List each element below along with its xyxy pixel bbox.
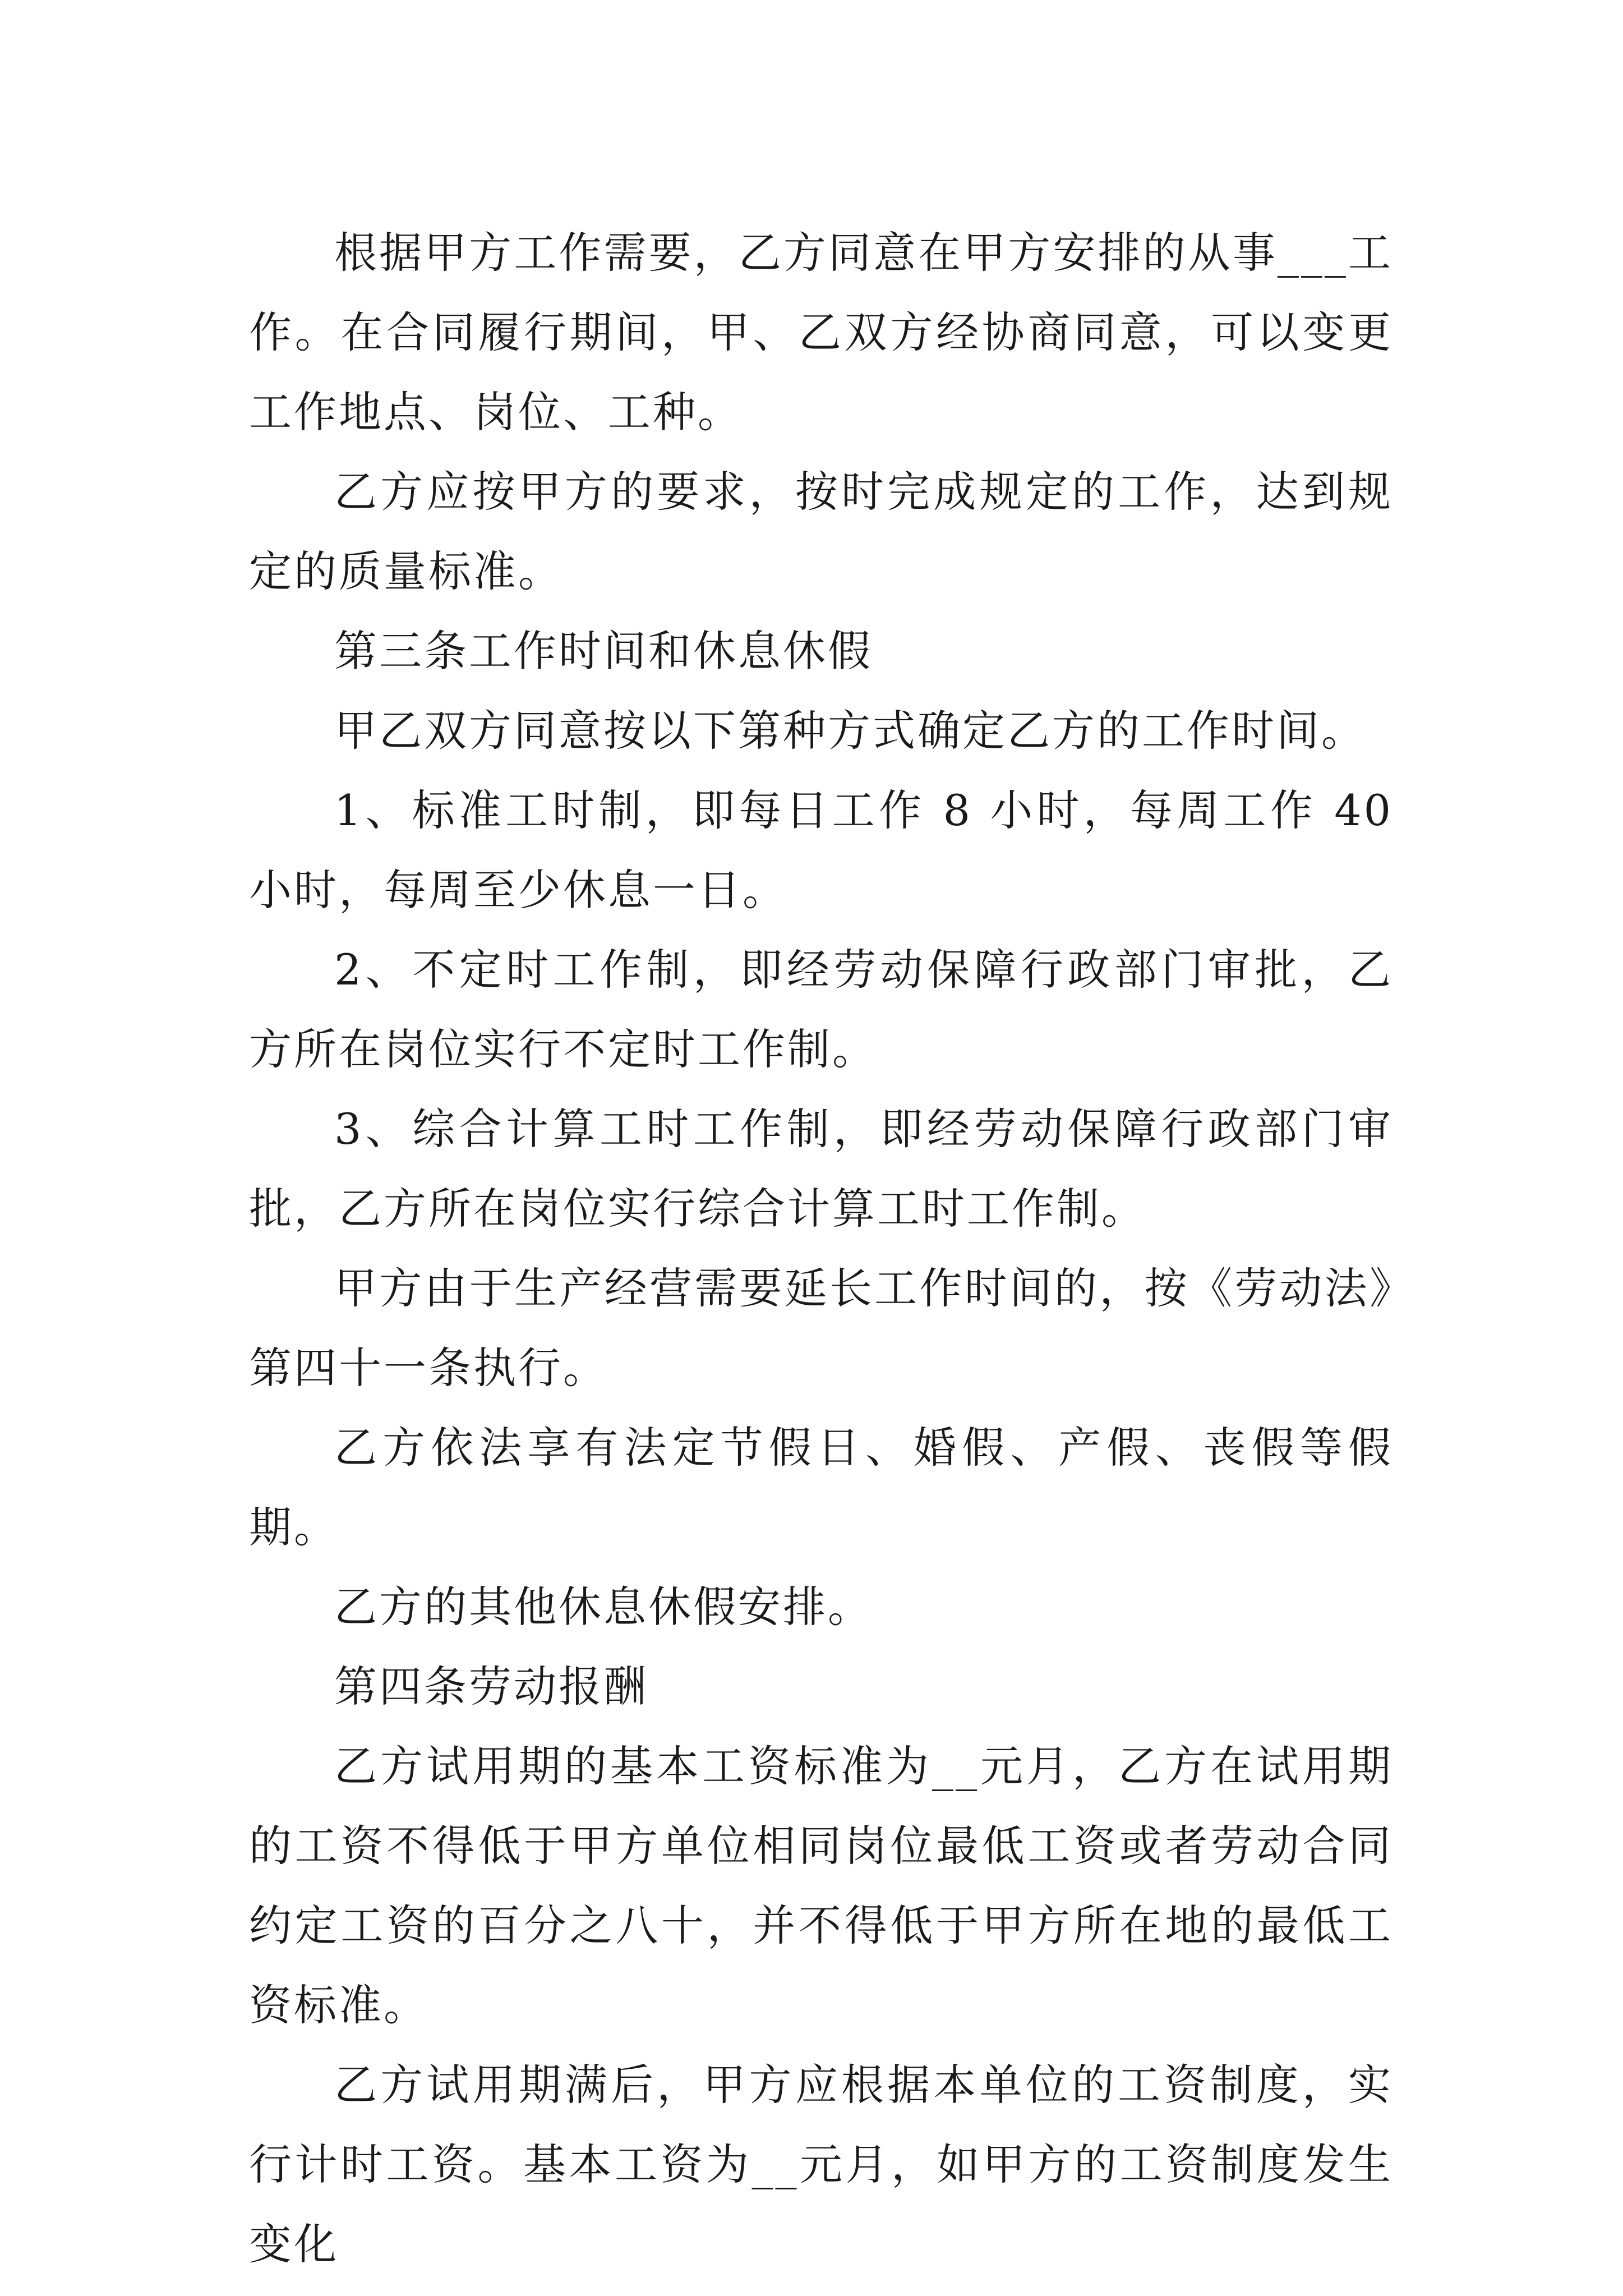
paragraph-post-probation-wage: 乙方试用期满后，甲方应根据本单位的工资制度，实行计时工资。基本工资为__元月，如甲方的工资制度发生变化: [249, 2060, 1393, 2269]
paragraph-holidays: 乙方依法享有法定节假日、婚假、产假、丧假等假期。: [249, 1423, 1393, 1552]
paragraph-job-assignment: 根据甲方工作需要，乙方同意在甲方安排的从事___工作。在合同履行期间，甲、乙双方经协商同意，可以变更工作地点、岗位、工种。: [249, 228, 1393, 437]
paragraph-overtime: 甲方由于生产经营需要延长工作时间的，按《劳动法》第四十一条执行。: [249, 1263, 1393, 1393]
paragraph-comprehensive-hours: 3、综合计算工时工作制，即经劳动保障行政部门审批，乙方所在岗位实行综合计算工时工作制。: [249, 1104, 1393, 1234]
paragraph-work-time-method: 甲乙双方同意按以下第种方式确定乙方的工作时间。: [334, 706, 1366, 756]
paragraph-quality-standard: 乙方应按甲方的要求，按时完成规定的工作，达到规定的质量标准。: [249, 467, 1393, 596]
section-heading-article-4: 第四条劳动报酬: [334, 1662, 648, 1711]
paragraph-flexible-hours: 2、不定时工作制，即经劳动保障行政部门审批，乙方所在岗位实行不定时工作制。: [249, 945, 1393, 1074]
paragraph-probation-wage: 乙方试用期的基本工资标准为__元月，乙方在试用期的工资不得低于甲方单位相同岗位最低工资或者劳动合同约定工资的百分之八十，并不得低于甲方所在地的最低工资标准。: [249, 1741, 1393, 2030]
section-heading-article-3: 第三条工作时间和休息休假: [334, 626, 873, 676]
paragraph-standard-hours: 1、标准工时制，即每日工作 8 小时，每周工作 40 小时，每周至少休息一日。: [249, 785, 1393, 915]
document-body: [249, 213, 1393, 2284]
paragraph-other-leave: 乙方的其他休息休假安排。: [334, 1582, 873, 1632]
